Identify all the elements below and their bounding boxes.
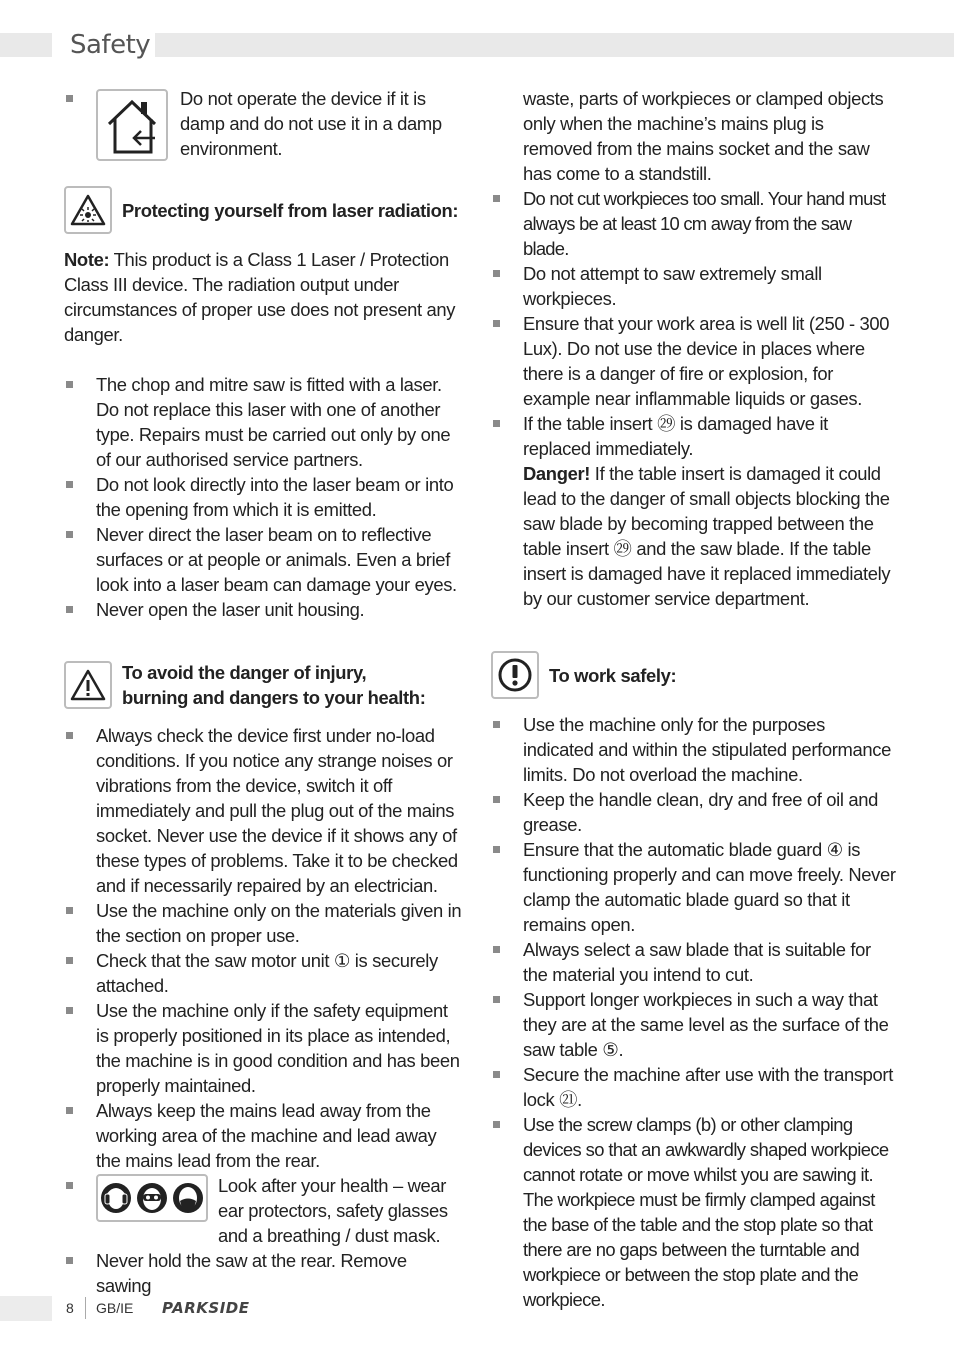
danger-note [491,461,896,611]
list-item: Use the machine only if the safety equipment is properly positioned in its place as intended, the machine is in good condition and has been properly maintained. [64,998,464,1098]
ppe-item [64,1173,464,1248]
continued-text: waste, parts of workpieces or clamped objects only when the machine’s mains plug is removed from the mains socket and the saw has come to a standstill. [523,88,884,184]
list-item: Do not cut workpieces too small. Your hand must always be at least 10 cm away from the saw blade. [491,186,896,261]
right-bullet-list [491,186,896,611]
laser-note [64,247,464,347]
list-item: Ensure that your work area is well lit (250 - 300 Lux). Do not use the device in places where there is a danger of fire or explosion, for example near inflammable liquids or gases. [491,311,896,411]
brand-logo: PARKSIDE [162,1299,250,1317]
list-item: Never open the laser unit housing. [64,597,464,622]
safety-glasses-icon [136,1182,168,1214]
exclamation-icon [491,651,539,699]
work-heading: To work safely: [549,664,677,686]
laser-warning-icon [64,186,112,234]
list-item: Always keep the mains lead away from the working area of the machine and lead away the mains lead from the rear. [64,1098,464,1173]
list-item: Use the machine only for the purposes indicated and within the stipulated performance limits. Do not overload the machine. [491,712,896,787]
list-item: Never hold the saw at the rear. Remove sawing [64,1248,464,1298]
left-column [64,86,464,1298]
list-item: Check that the saw motor unit ① is securely attached. [64,948,464,998]
work-bullet-list [491,712,896,1312]
list-item: Support longer workpieces in such a way that they are at the same level as the surface of the saw table ⑤. [491,987,896,1062]
list-item: Use the screw clamps (b) or other clamping devices so that an awkwardly shaped workpiece cannot rotate or move whilst you are sawing it. The workpiece must be firmly clamped against the base of the table and the stop plate so that there are no gaps between the turntable and workpiece or between the stop plate and the workpiece. [491,1112,896,1312]
injury-bullet-list [64,723,464,1298]
house-damp-icon [96,89,168,161]
list-item: Always check the device first under no-load conditions. If you notice any strange noises or vibrations from the device, switch it off immediately and pull the plug out of the mains socket. Never use the device if it shows any of these types of problems. Take it to be checked and if necessarily repaired by an electrician. [64,723,464,898]
list-item: The chop and mitre saw is fitted with a laser. Do not replace this laser with one of another type. Repairs must be carried out only by one of our authorised service partners. [64,372,464,472]
laser-heading-row [64,186,464,234]
page-title: Safety [70,30,151,60]
list-item: Ensure that the automatic blade guard ④ is functioning properly and can move freely. Never clamp the automatic blade guard so that it remains open. [491,837,896,937]
damp-warning-text: Do not operate the device if it is damp and do not use it in a damp environment. [180,88,442,159]
damp-warning-item [64,86,464,161]
list-item: Keep the handle clean, dry and free of oil and grease. [491,787,896,837]
note-label: Note: [64,249,110,270]
list-item: Secure the machine after use with the transport lock ㉑. [491,1062,896,1112]
list-item: Do not look directly into the laser beam or into the opening from which it is emitted. [64,472,464,522]
list-item: Always select a saw blade that is suitable for the material you intend to cut. [491,937,896,987]
dust-mask-icon [172,1182,204,1214]
right-column [491,86,896,1312]
header-bar-right [155,33,954,57]
laser-heading: Protecting yourself from laser radiation: [122,199,459,221]
list-item: Never direct the laser beam on to reflective surfaces or at people or animals. Even a brief look into a laser beam can damage your eyes. [64,522,464,597]
general-warning-icon [64,661,112,709]
page-number: 8 [66,1300,74,1316]
footer-divider [85,1297,86,1319]
list-item: Do not attempt to saw extremely small workpieces. [491,261,896,311]
ppe-icons [96,1174,208,1222]
danger-text: If the table insert is damaged it could lead to the danger of small objects blocking the saw blade by becoming trapped between the table insert ㉙ and the saw blade. If the table insert is damaged have it replaced immediately by our customer service department. [523,463,891,609]
note-text: This product is a Class 1 Laser / Protection Class III device. The radiation output under circumstances of proper use does not present any danger. [64,249,456,345]
list-item: If the table insert ㉙ is damaged have it replaced immediately. [491,411,896,461]
injury-heading: To avoid the danger of injury, burning and dangers to your health: [122,662,426,708]
danger-label: Danger! [523,463,591,484]
language-code: GB/IE [96,1300,134,1316]
list-item: Use the machine only on the materials given in the section on proper use. [64,898,464,948]
ear-protection-icon [100,1182,132,1214]
ppe-text: Look after your health – wear ear protectors, safety glasses and a breathing / dust mask. [218,1175,448,1246]
injury-heading-row [64,660,464,710]
work-heading-row [491,651,896,699]
footer-bar [0,1296,52,1321]
header-bar-left [0,33,52,57]
laser-bullet-list [64,372,464,622]
